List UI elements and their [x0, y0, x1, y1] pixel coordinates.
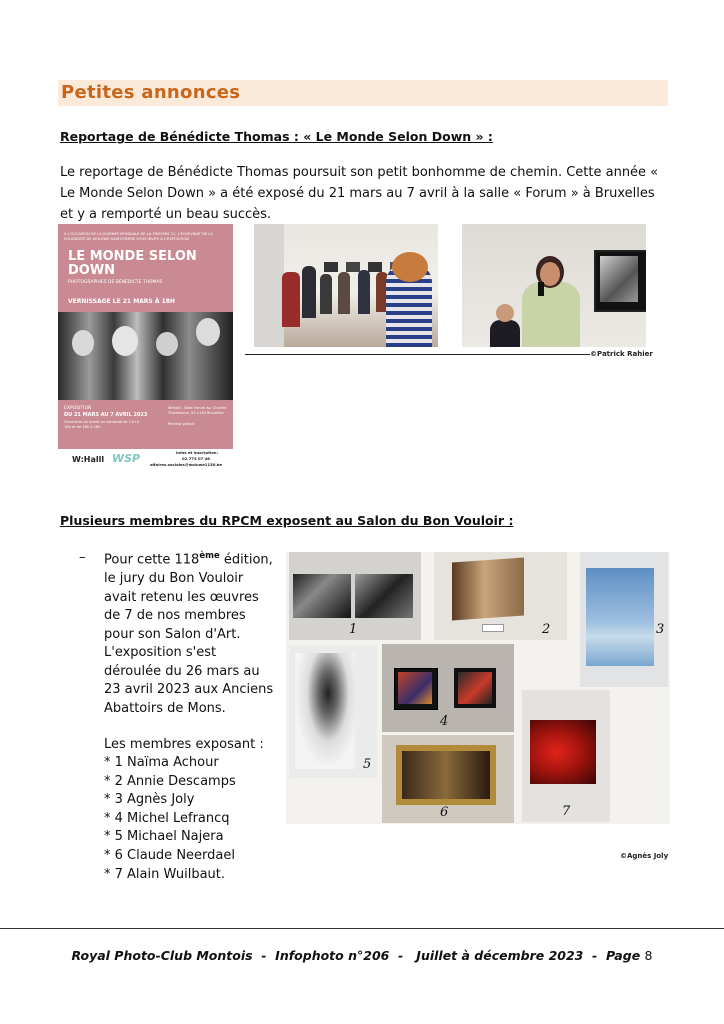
photo-credit-rahier: ©Patrick Rahier: [590, 350, 653, 358]
page-footer: [0, 948, 724, 963]
bullet-marker: –: [79, 550, 86, 565]
poster-title-line2: DOWN: [68, 263, 116, 278]
photo-credit-joly: ©Agnès Joly: [620, 852, 669, 860]
section-title: Petites annonces: [61, 82, 241, 103]
photo-number-5: 5: [363, 757, 372, 772]
poster-info-label: Infos et inscription:: [176, 450, 219, 455]
member-item: * 5 Michael Najera: [104, 829, 224, 845]
footer-rule: [0, 928, 724, 929]
photo-number-6: 6: [440, 805, 449, 820]
article1-paragraph: Le reportage de Bénédicte Thomas poursuit son petit bonhomme de chemin. Cette année « Le Monde Selon Down » a été exposé du 21 mars au 7 avril à la salle « Forum » à Bruxelles et y a remporté un beau succès.: [60, 165, 659, 222]
salon-photo-7: [522, 690, 610, 822]
salon-intro-before: Pour cette 118: [104, 552, 200, 568]
poster-expo-dates: DU 21 MARS AU 7 AVRIL 2023: [64, 412, 148, 418]
poster-address: W:Halll - Salle Forum Av. Charles Thielemans, 93 1150 Bruxelles: [168, 406, 227, 415]
members-list: [104, 754, 236, 884]
member-item: * 3 Agnès Joly: [104, 792, 195, 808]
salon-photo-3: [580, 552, 668, 687]
exhibition-poster: [58, 224, 233, 449]
salon-photo-5: [289, 645, 377, 778]
member-item: * 1 Naïma Achour: [104, 755, 219, 770]
salon-photo-2: [434, 552, 567, 640]
poster-logo-whalll: W:Halll: [72, 455, 105, 464]
footer-text: Royal Photo-Club Montois - Infophoto n°206 - Juillet à décembre 2023 - Page: [71, 948, 641, 963]
salon-description: [104, 547, 274, 719]
poster-vernissage: VERNISSAGE LE 21 MARS À 18H: [68, 298, 175, 305]
poster-expo-label: EXPOSITION: [64, 406, 92, 411]
photo-number-3: 3: [656, 622, 665, 637]
poster-logo-wsp: WSP: [112, 452, 141, 465]
salon-collage: [286, 552, 670, 824]
photo-number-1: 1: [349, 622, 358, 637]
photo-number-4: 4: [440, 714, 449, 729]
article1-heading: Reportage de Bénédicte Thomas : « Le Monde Selon Down » :: [60, 129, 493, 144]
poster-footer-strip: [58, 449, 233, 471]
photo-number-2: 2: [542, 622, 551, 637]
poster-email: affaires.sociales@woluwe1150.be: [150, 462, 223, 467]
poster-hours: Ouverture du mardi au vendredi de 11h à 18h et de 18h à 18h: [64, 420, 139, 429]
article2-heading: Plusieurs membres du RPCM exposent au Salon du Bon Vouloir :: [60, 513, 514, 528]
member-item: * 7 Alain Wuilbaut.: [104, 866, 226, 882]
member-item: * 4 Michel Lefrancq: [104, 810, 230, 826]
section-banner: [58, 80, 668, 106]
member-item: * 6 Claude Neerdael: [104, 847, 235, 863]
poster-photo-collage: [58, 312, 233, 400]
salon-photo-4: [382, 644, 514, 732]
poster-parking: Parking gratuit: [168, 422, 195, 426]
salon-photo-6: [382, 735, 514, 823]
poster-title-line1: LE MONDE SELON: [68, 249, 197, 264]
gallery-crowd-photo: [254, 224, 438, 347]
salon-intro-rest: le jury du Bon Vouloir avait retenu les œuvres de 7 de nos membres pour son Salon d'Art. L'exposition s'est déroulée du 26 mars au 23 avril 2023 aux Anciens Abattoirs de Mons.: [104, 570, 274, 717]
page-number: 8: [644, 948, 653, 963]
member-item: * 2 Annie Descamps: [104, 773, 236, 789]
poster-subtitle: PHOTOGRAPHIES DE BÉNÉDICTE THOMAS: [68, 280, 163, 285]
members-label: Les membres exposant :: [104, 737, 264, 752]
photo-rule: [245, 354, 590, 355]
speaker-photo: [462, 224, 646, 347]
photo-number-7: 7: [562, 804, 571, 819]
poster-phone: 02.773 07 48: [182, 456, 210, 461]
salon-intro-sup: ème: [199, 551, 220, 561]
salon-intro-after: édition,: [219, 552, 273, 568]
salon-photo-1: [289, 552, 421, 640]
poster-intro: À L'OCCASION DE LA JOURNÉE MONDIALE DE LA TRISOMIE 21, L'ECHEVINAT DE LA SOLIDARITÉ DE WOLUWE-SAINT-PIERRE VOUS INVITE À L'EXPOSITION: [64, 232, 213, 241]
